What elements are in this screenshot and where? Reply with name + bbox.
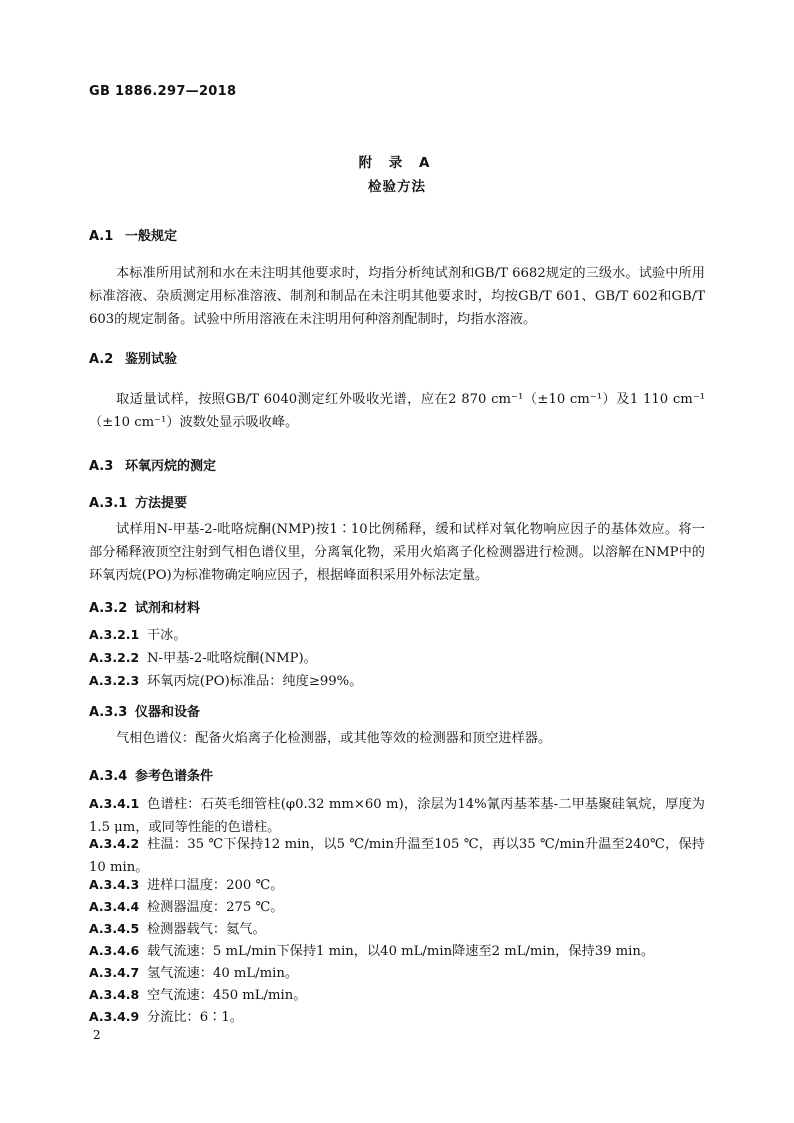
item-text: 分流比：6∶1。 bbox=[147, 1010, 243, 1025]
item-number: A.3.4.8 bbox=[89, 987, 140, 1002]
item-text: 检测器载气：氦气。 bbox=[147, 922, 266, 937]
section-number: A.2 bbox=[89, 352, 114, 367]
section-heading-a3 bbox=[89, 455, 216, 474]
section-heading-a32 bbox=[89, 597, 200, 616]
item-number: A.3.4.2 bbox=[89, 836, 140, 851]
appendix-title: 附 录 A bbox=[358, 155, 436, 171]
item-number: A.3.4.3 bbox=[89, 877, 140, 892]
section-heading-a31 bbox=[89, 492, 187, 511]
section-paragraph-a33: 气相色谱仪：配备火焰离子化检测器，或其他等效的检测器和顶空进样器。 bbox=[116, 731, 552, 746]
section-heading-a34 bbox=[89, 765, 213, 784]
list-item bbox=[89, 1005, 705, 1029]
section-title: 方法提要 bbox=[135, 496, 188, 511]
page-number: 2 bbox=[93, 1028, 101, 1042]
list-item bbox=[89, 895, 705, 919]
section-heading-a1 bbox=[89, 225, 177, 244]
item-text: N-甲基-2-吡咯烷酮(NMP)。 bbox=[147, 651, 317, 666]
item-number: A.3.4.1 bbox=[89, 796, 140, 811]
item-text: 进样口温度：200 ℃。 bbox=[147, 878, 284, 893]
section-title: 环氧丙烷的测定 bbox=[125, 459, 217, 474]
list-item bbox=[89, 983, 705, 1007]
item-text: 干冰。 bbox=[147, 628, 187, 643]
appendix-subtitle: 检验方法 bbox=[368, 179, 426, 195]
item-number: A.3.4.5 bbox=[89, 921, 140, 936]
section-heading-a2 bbox=[89, 348, 177, 367]
item-number: A.3.4.6 bbox=[89, 943, 140, 958]
section-heading-a33 bbox=[89, 701, 200, 720]
item-text: 空气流速：450 mL/min。 bbox=[147, 988, 307, 1003]
list-item bbox=[89, 832, 705, 879]
list-item bbox=[89, 646, 705, 670]
section-number: A.3.1 bbox=[89, 496, 128, 511]
section-paragraph-a2: 取适量试样，按照GB/T 6040测定红外吸收光谱，应在2 870 cm⁻¹（±10 cm⁻¹）及1 110 cm⁻¹（±10 cm⁻¹）波数处显示吸收峰。 bbox=[89, 392, 705, 430]
item-text: 环氧丙烷(PO)标准品：纯度≥99%。 bbox=[147, 674, 363, 689]
section-title: 试剂和材料 bbox=[135, 601, 201, 616]
item-number: A.3.2.3 bbox=[89, 673, 140, 688]
list-item bbox=[89, 623, 705, 647]
section-title: 鉴别试验 bbox=[125, 352, 178, 367]
section-number: A.3.3 bbox=[89, 705, 128, 720]
standard-id: GB 1886.297—2018 bbox=[89, 84, 237, 99]
item-text: 检测器温度：275 ℃。 bbox=[147, 900, 284, 915]
section-paragraph-a1: 本标准所用试剂和水在未注明其他要求时，均指分析纯试剂和GB/T 6682规定的三级水。试验中所用标准溶液、杂质测定用标准溶液、制剂和制品在未注明其他要求时，均按GB/T 601、GB/T 602和GB/T 603的规定制备。试验中所用溶液在未注明用何种溶剂配制时，均指水溶液。 bbox=[89, 266, 705, 327]
section-title: 参考色谱条件 bbox=[135, 769, 214, 784]
item-text: 载气流速：5 mL/min下保持1 min，以40 mL/min降速至2 mL/min，保持39 min。 bbox=[147, 944, 655, 959]
item-number: A.3.4.7 bbox=[89, 965, 140, 980]
section-title: 一般规定 bbox=[125, 229, 178, 244]
item-text: 氢气流速：40 mL/min。 bbox=[147, 966, 299, 981]
item-number: A.3.4.9 bbox=[89, 1009, 140, 1024]
item-text: 色谱柱：石英毛细管柱(φ0.32 mm×60 m)，涂层为14%氰丙基苯基-二甲基聚硅氧烷，厚度为1.5 μm，或同等性能的色谱柱。 bbox=[89, 797, 705, 835]
list-item bbox=[89, 961, 705, 985]
list-item bbox=[89, 939, 705, 963]
section-number: A.1 bbox=[89, 229, 114, 244]
section-paragraph-a31: 试样用N-甲基-2-吡咯烷酮(NMP)按1∶10比例稀释，缓和试样对氧化物响应因子的基体效应。将一部分稀释液顶空注射到气相色谱仪里，分离氧化物，采用火焰离子化检测器进行检测。以溶解在NMP中的环氧丙烷(PO)为标准物确定响应因子，根据峰面积采用外标法定量。 bbox=[89, 522, 705, 583]
item-number: A.3.2.1 bbox=[89, 627, 140, 642]
section-number: A.3.2 bbox=[89, 601, 128, 616]
section-number: A.3.4 bbox=[89, 769, 128, 784]
item-number: A.3.2.2 bbox=[89, 650, 140, 665]
section-title: 仪器和设备 bbox=[135, 705, 201, 720]
list-item bbox=[89, 873, 705, 897]
section-number: A.3 bbox=[89, 459, 114, 474]
list-item bbox=[89, 669, 705, 693]
item-number: A.3.4.4 bbox=[89, 899, 140, 914]
item-text: 柱温：35 ℃下保持12 min，以5 ℃/min升温至105 ℃，再以35 ℃/min升温至240℃，保持10 min。 bbox=[89, 837, 705, 875]
list-item bbox=[89, 917, 705, 941]
